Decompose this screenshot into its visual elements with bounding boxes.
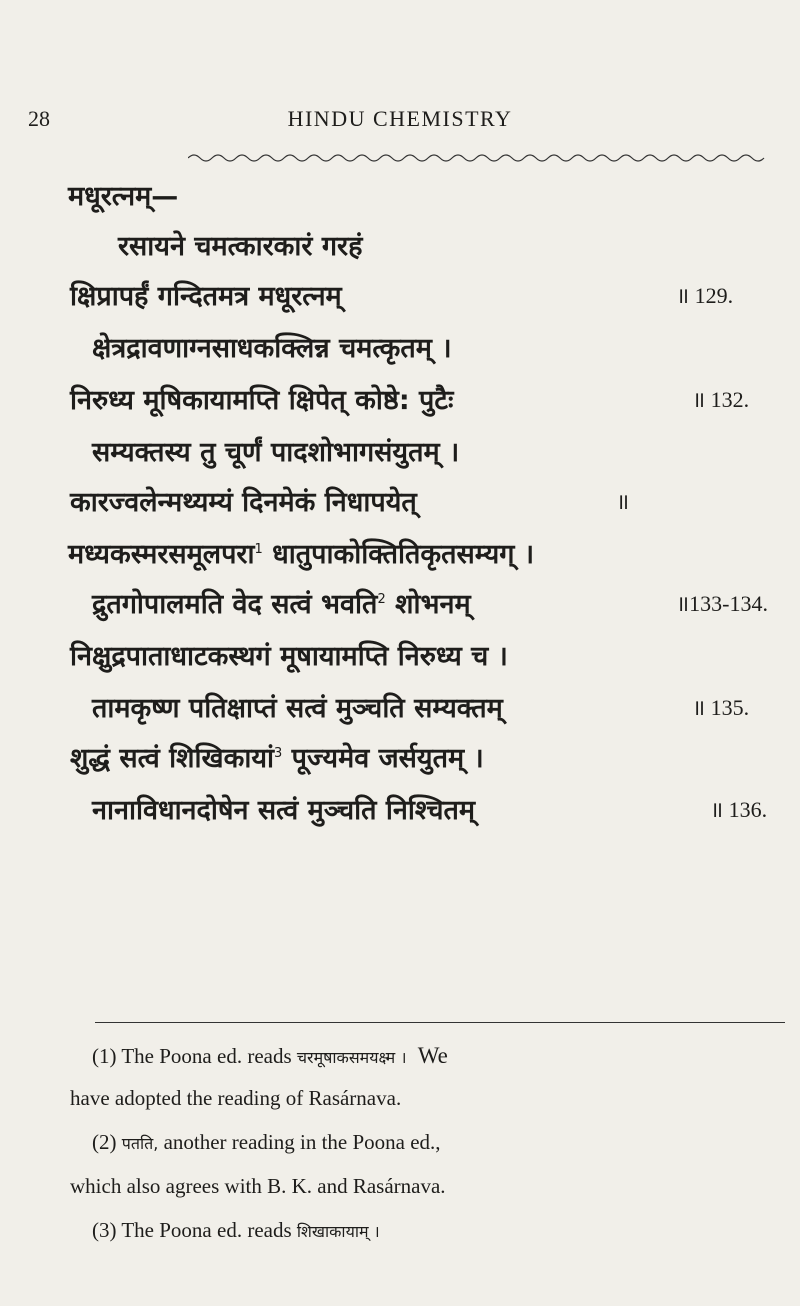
footnote-2-prefix: (2) <box>92 1130 117 1154</box>
verse-text-cont: शोभनम् <box>385 589 471 620</box>
footnote-divider <box>95 1022 785 1023</box>
verse-number: ॥ <box>616 489 630 514</box>
footnote-2-suffix: another reading in the Poona ed., <box>163 1130 441 1154</box>
verse-number: ॥ 132. <box>692 387 750 412</box>
verse-line-4 <box>92 328 800 365</box>
verse-number: ॥ 135. <box>692 695 750 720</box>
verse-number: ॥133-134. <box>676 591 769 616</box>
footnote-3-prefix: (3) The Poona ed. reads <box>92 1218 292 1242</box>
verse-text: रसायने चमत्कारकारं गरहं <box>118 231 363 262</box>
verse-line-2 <box>118 226 800 263</box>
verse-line-8 <box>68 534 800 571</box>
verse-number: ॥ 136. <box>710 797 768 822</box>
verse-text: तामकृष्ण पतिक्षाप्तं सत्वं मुञ्चति सम्यक्तम् <box>92 693 503 724</box>
wavy-rule-ornament <box>188 152 766 164</box>
footnote-3 <box>92 1218 772 1243</box>
footnote-2-devanagari: पतति, <box>121 1134 159 1153</box>
verse-line-7 <box>70 482 800 519</box>
footnote-1 <box>92 1042 772 1070</box>
verse-text: कारज्वलेन्मथ्यम्यं दिनमेकं निधापयेत् <box>70 487 417 518</box>
verse-line-11 <box>92 688 800 725</box>
verse-line-3 <box>70 276 800 313</box>
verse-line-5 <box>70 380 800 417</box>
verse-text: शुद्धं सत्वं शिखिकायां <box>70 743 274 774</box>
verse-line-12 <box>70 738 800 775</box>
verse-text: निक्षुद्रपाताधाटकस्थगं मूषायामप्ति निरुध्य च । <box>70 641 508 672</box>
verse-text: सम्यक्तस्य तु चूर्णं पादशोभागसंयुतम् । <box>92 437 460 468</box>
verse-number: ॥ 129. <box>676 283 734 308</box>
verse-text-cont: धातुपाकोक्तितिकृतसम्यग् । <box>262 539 535 570</box>
verse-text: द्रुतगोपालमति वेद सत्वं भवति <box>92 589 378 620</box>
page-number: 28 <box>28 106 50 131</box>
footnote-ref-1: 1 <box>254 542 263 557</box>
footnote-ref-2: 2 <box>377 592 386 607</box>
footnote-1-line-2: have adopted the reading of Rasárnava. <box>70 1086 402 1110</box>
footnote-1-suffix: We <box>417 1043 448 1068</box>
verse-text: मध्यकस्मरसमूलपरा <box>68 539 255 570</box>
verse-text: निरुध्य मूषिकायामप्ति क्षिपेत् कोष्ठे: पुटैः <box>70 385 454 416</box>
verse-line-1 <box>68 176 800 213</box>
footnote-ref-3: 3 <box>273 746 283 761</box>
danda: । <box>400 1048 407 1067</box>
verse-line-9 <box>92 584 800 621</box>
verse-line-13 <box>92 790 800 827</box>
running-head: HINDU CHEMISTRY <box>287 106 513 131</box>
verse-text: नानाविधानदोषेन सत्वं मुञ्चति निश्चितम् <box>92 795 476 826</box>
footnote-3-devanagari: शिखाकायाम् । <box>296 1222 380 1241</box>
footnote-1-prefix: (1) The Poona ed. reads <box>92 1044 292 1068</box>
footnote-1-devanagari: चरमूषाकसमयक्ष्म <box>296 1048 396 1067</box>
verse-line-6 <box>92 432 800 469</box>
footnote-2-line-2: which also agrees with B. K. and Rasárnava. <box>70 1174 446 1198</box>
verse-text: क्षिप्रापर्हं गन्दितमत्र मधूरत्नम् <box>70 281 342 312</box>
verse-text-cont: पूज्यमेव जर्सयुतम् । <box>282 743 484 774</box>
verse-text: मधूरत्नम्— <box>68 181 179 212</box>
verse-text: क्षेत्रद्रावणाग्नसाधकक्लिन्न चमत्कृतम् । <box>92 333 452 364</box>
footnote-2 <box>92 1130 772 1155</box>
verse-line-10 <box>70 636 800 673</box>
